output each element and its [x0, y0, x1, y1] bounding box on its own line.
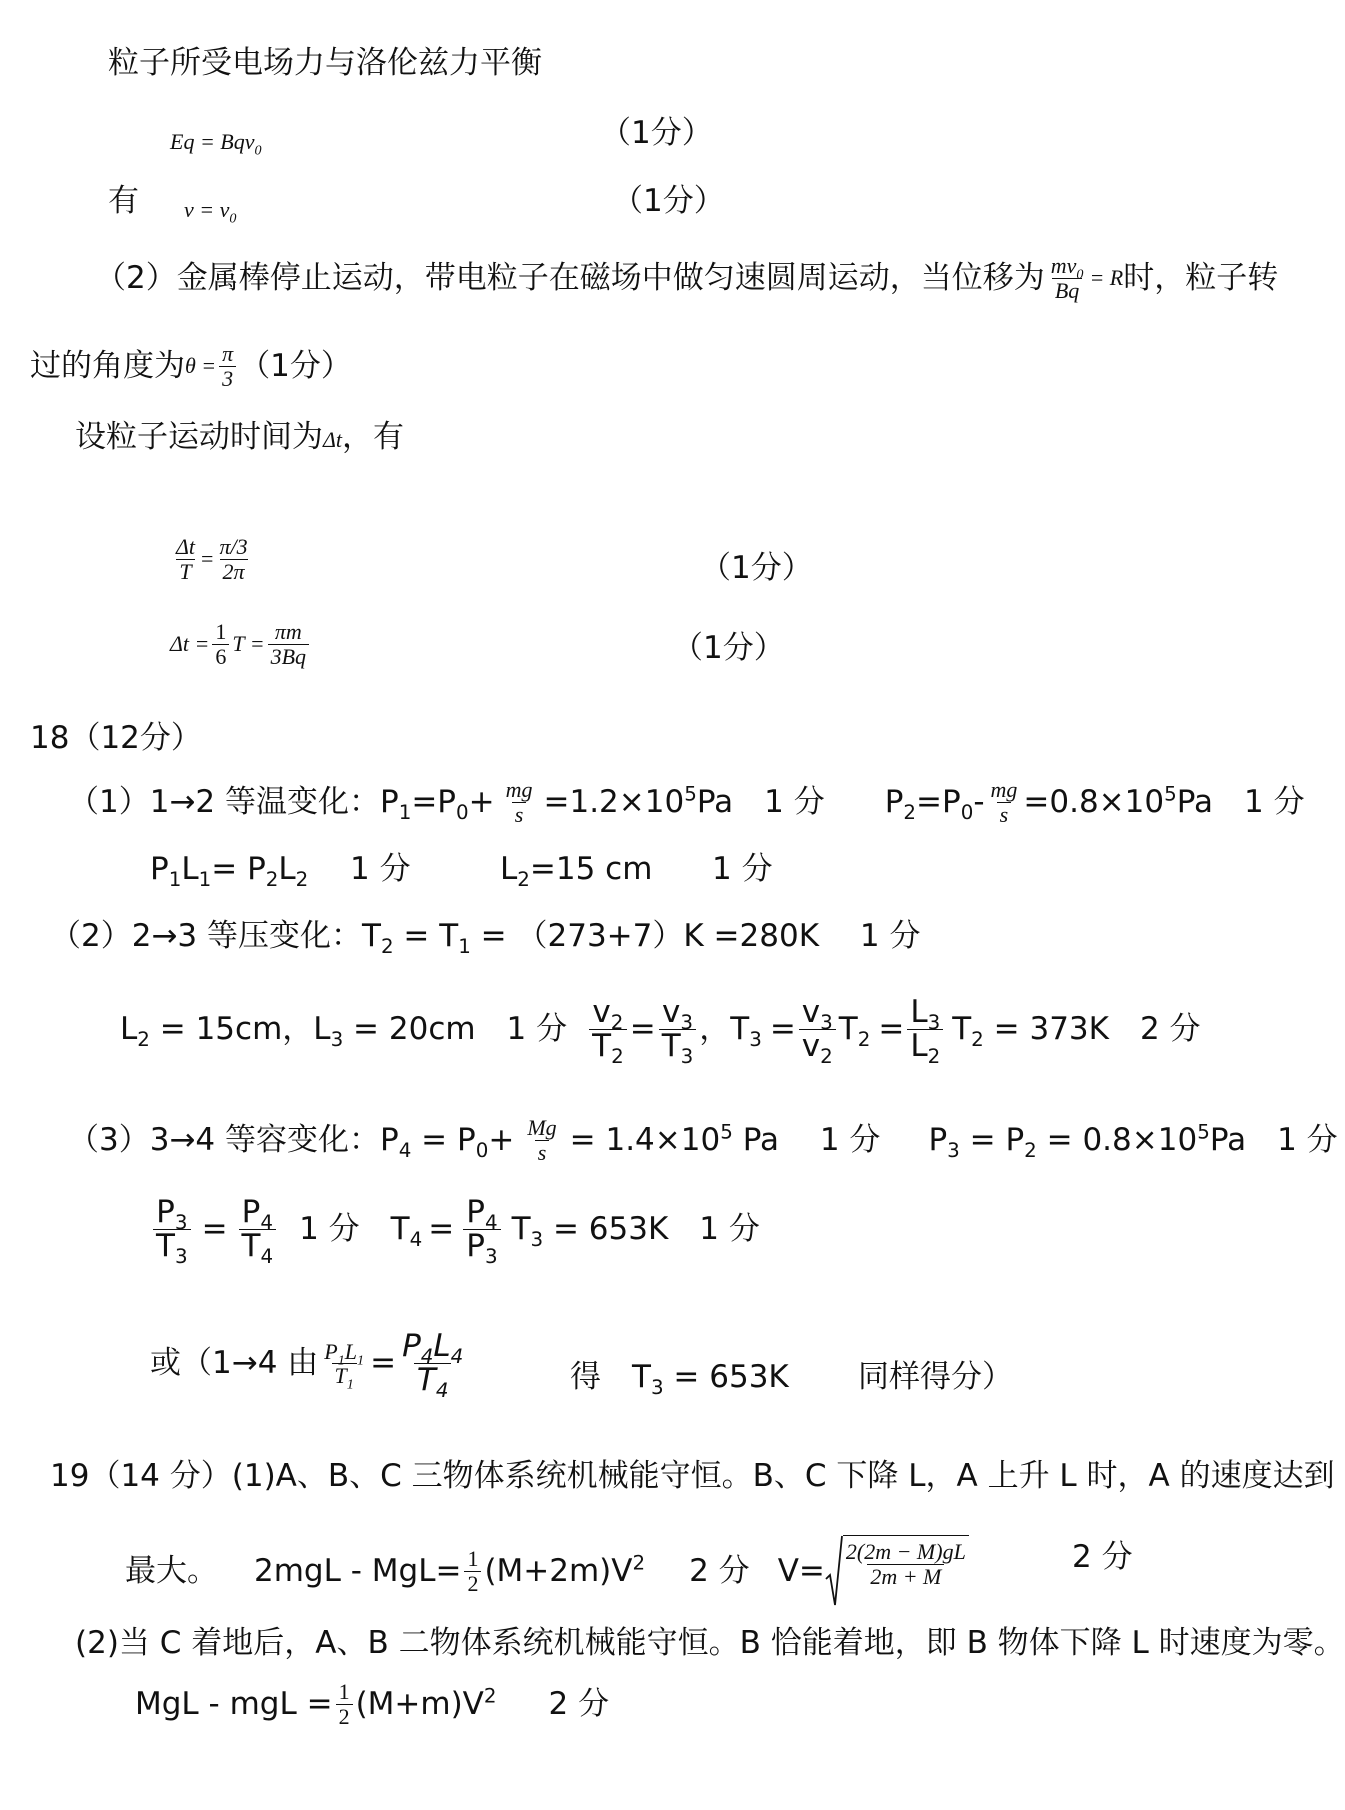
- fraction-pi-3: $\frac{\pi}{3}$: [219, 342, 236, 391]
- fraction-1-6: $\frac{1}{6}$: [212, 620, 229, 669]
- fraction-mg-s: $\frac{mg}{s}$: [505, 777, 533, 827]
- line-l2-value: $L_2=15$ cm: [500, 851, 653, 892]
- line-boyle: $P_1L_1= P_2L_2$: [150, 851, 309, 892]
- fraction-p4l4-t4: $\frac{P_4L_4}{T_4}$: [402, 1328, 464, 1403]
- fraction-mg-s-2: $\frac{mg}{s}$: [990, 777, 1018, 827]
- radical-sign: [825, 1535, 843, 1607]
- question-19-heading: 19（14 分）(1)A、B、C 三物体系统机械能守恒。B、C 下降 L，A 上升 L 时，A 的速度达到: [50, 1458, 1335, 1494]
- line-part2-energy: (2)当 C 着地后，A、B 二物体系统机械能守恒。B 恰能着地，即 B 物体下降 L 时速度为零。: [75, 1625, 1345, 1661]
- fraction-mv0-bq: $\frac{mv_0}{Bq}$: [1050, 253, 1084, 303]
- line-dt-result: Δt = $\frac{1}{6}$ T = $\frac{\pi m}{3Bq}$: [170, 620, 312, 669]
- score: （1分）: [700, 550, 813, 586]
- line-angle: 过的角度为 θ = $\frac{\pi}{3}$ （1分）: [30, 341, 352, 391]
- score: 2 分: [1072, 1539, 1133, 1575]
- line-alternative-note: 同样得分）: [858, 1359, 1013, 1395]
- line-v-eq-v0: 有: [108, 183, 139, 219]
- line-part2-intro: （2）金属棒停止运动，带电粒子在磁场中做匀速圆周运动，当位移为 $\frac{mv_0}{Bq}$ = R 时，粒子转: [95, 253, 1279, 303]
- equation: $v = v_0$: [184, 197, 237, 227]
- fraction-l3-l2: $\frac{L_3}{L_2}$: [907, 996, 943, 1064]
- score: （1分）: [600, 115, 713, 151]
- line-force-balance: [108, 45, 542, 81]
- fraction-v3-v2: $\frac{v_3}{v_2}$: [799, 996, 836, 1064]
- fraction-pi3-2pi: $\frac{\pi/3}{2\pi}$: [219, 534, 248, 584]
- line-energy-max: 最大。 2mgL - MgL= $\frac{1}{2}$ $(M+2m)V^2$ 2 分 V= $\frac{2(2m - M)gL}{2m + M}$: [125, 1535, 969, 1607]
- fraction-p4-t4: $\frac{P_4}{T_4}$: [239, 1196, 277, 1264]
- line-set-time: 设粒子运动时间为Δt，有: [75, 419, 405, 455]
- score: 1 分: [350, 851, 411, 887]
- line-alternative: 或（1→4 由 $\frac{P_1L_1}{T_1}$ = $\frac{P_4L_4}{T_4}$: [150, 1330, 469, 1398]
- equation: Eq = Bqv$_0$: [170, 129, 262, 159]
- line-18-part2: （2）2→3 等压变化：$T_2 = T_1 = (273+7)K =280K$ 1 分: [50, 918, 921, 959]
- fraction-1-2: $\frac{1}{2}$: [464, 1547, 481, 1596]
- line-eq-ebqv: [170, 124, 262, 159]
- score: 1 分: [712, 851, 773, 887]
- line-charles: $L_2 = 15cm$，$L_3 = 20cm$ 1 分 $\frac{v_2}{T_2}$ = $\frac{v_3}{T_3}$ ，$T_3$ = $\frac{v_3}{v_2}$ $T_2$ = $\frac{L_3}{L_2}$ $T_2 = 373K$ 2 分: [120, 994, 1201, 1069]
- line-dt-over-t: $\frac{\Delta t}{T}$ = $\frac{\pi/3}{2\pi}$: [170, 535, 254, 584]
- fraction-p1l1-t1: $\frac{P_1L_1}{T_1}$: [324, 1338, 365, 1393]
- question-18-heading: 18（12分）: [30, 720, 202, 756]
- fraction-pim-3bq: $\frac{\pi m}{3Bq}$: [268, 620, 309, 669]
- fraction-dt-t: $\frac{\Delta t}{T}$: [176, 534, 196, 584]
- fraction-p3-t3: $\frac{P_3}{T_3}$: [153, 1196, 191, 1264]
- line-alternative-result: 得 $T_3 = 653K$: [570, 1359, 789, 1400]
- score: （1分）: [612, 183, 725, 219]
- fraction-1-2b: $\frac{1}{2}$: [336, 1680, 353, 1729]
- fraction-v3-t3: $\frac{v_3}{T_3}$: [659, 996, 697, 1064]
- text: 粒子所受电场力与洛伦兹力平衡: [108, 45, 542, 81]
- fraction-v2-t2: $\frac{v_2}{T_2}$: [589, 996, 627, 1064]
- score: （1分）: [672, 630, 785, 666]
- line-energy-final: MgL - mgL = $\frac{1}{2}$ $(M+m)V^2$ 2 分: [135, 1679, 610, 1729]
- fraction-Mg-s: $\frac{Mg}{s}$: [527, 1115, 557, 1165]
- line-18-part3: （3）3→4 等容变化：$P_4 = P_0+$ $\frac{Mg}{s}$ = $1.4\times 10^5$ Pa 1 分 $P_3 = P_2 = 0.8\times 10^5Pa$ 1 分: [68, 1115, 1338, 1165]
- fraction-p4-p3: $\frac{P_4}{P_3}$: [463, 1196, 500, 1264]
- line-18-part1: （1）1→2 等温变化：$P_1=P_0+$ $\frac{mg}{s}$ $=1.2\times 10^5Pa$ 1 分 $P_2=P_0-$ $\frac{mg}{s}$ $=0.8\times 10^5Pa$ 1 分: [68, 777, 1305, 827]
- line-gay-lussac: $\frac{P_3}{T_3}$ = $\frac{P_4}{T_4}$ 1 分 $T_4$ = $\frac{P_4}{P_3}$ $T_3 = 653K$ 1 分: [150, 1196, 760, 1264]
- sqrt-velocity: $\frac{2(2m - M)gL}{2m + M}$: [825, 1535, 969, 1607]
